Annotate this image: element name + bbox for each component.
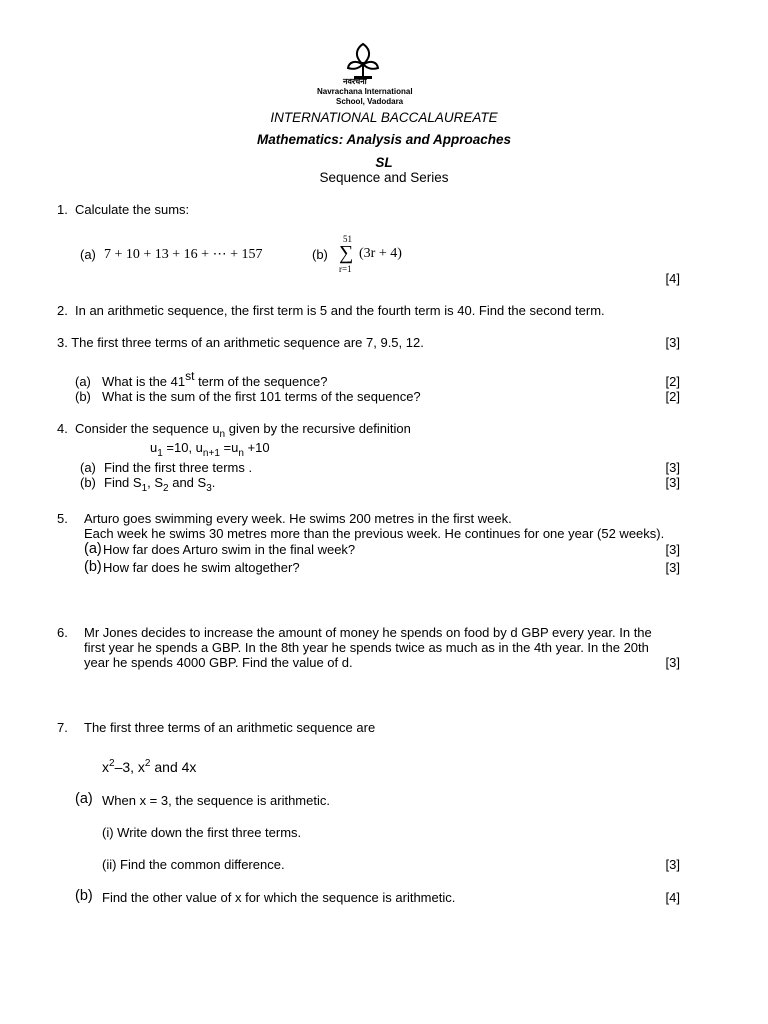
q7-a-label: (a): [75, 791, 93, 807]
q7-b-label: (b): [75, 888, 93, 904]
q4-def-mid2: =u: [219, 440, 239, 455]
q5-line2: Each week he swims 30 metres more than the previous week. He continues for one year (52 weeks).: [84, 526, 665, 541]
q7-ii-text: (ii) Find the common difference.: [102, 857, 285, 872]
q4-def-sub-n1: n+1: [202, 448, 220, 459]
q7-terms: [102, 759, 196, 775]
q4-b-label: (b): [80, 475, 96, 490]
q7-i-text: (i) Write down the first three terms.: [102, 825, 302, 840]
q4-a-text: Find the first three terms .: [104, 460, 253, 475]
q3-a-text-post: term of the sequence?: [194, 374, 328, 389]
logo-script-text: नवरचना: [343, 77, 367, 86]
q7-term1: x: [102, 759, 109, 775]
q4-b-s1: 1: [141, 483, 148, 494]
q2-text: In an arithmetic sequence, the first term is 5 and the fourth term is 40. Find the second term.: [75, 303, 605, 318]
q4-b-mid1: , S: [147, 475, 164, 490]
q1-a-label: (a): [80, 247, 96, 262]
q4-def-mid1: =10, u: [162, 440, 203, 455]
q4-text-post: given by the recursive definition: [225, 421, 411, 436]
q4-text: [75, 421, 411, 440]
q3-a-superscript: st: [185, 369, 195, 383]
school-name-line2: School, Vadodara: [336, 97, 404, 106]
q1-b-label: (b): [312, 247, 328, 262]
q4-b-text: [104, 475, 216, 494]
q4-b-s2: 2: [163, 483, 169, 494]
topic-title: Sequence and Series: [319, 170, 449, 185]
q5-b-marks: [3]: [665, 560, 680, 575]
q3-a-text: [102, 369, 328, 389]
q4-b-mid2: and S: [168, 475, 207, 490]
q6-number: 6.: [57, 625, 68, 640]
q1-b-expression: (3r + 4): [359, 246, 402, 261]
q7-ii-marks: [3]: [665, 857, 680, 872]
q4-a-marks: [3]: [665, 460, 680, 475]
q1-text: Calculate the sums:: [75, 202, 190, 217]
q2-number: 2.: [57, 303, 68, 318]
q5-a-marks: [3]: [665, 542, 680, 557]
q4-b-s3: 3: [206, 483, 212, 494]
q4-b-end: .: [211, 475, 216, 490]
q6-line3: year he spends 4000 GBP. Find the value of d.: [84, 655, 353, 670]
q4-def-end: +10: [243, 440, 270, 455]
q4-def-u: u: [150, 440, 158, 455]
q3-marks: [3]: [665, 335, 680, 350]
q1-number: 1.: [57, 202, 68, 217]
program-title: INTERNATIONAL BACCALAUREATE: [270, 110, 498, 125]
q6-line2: first year he spends a GBP. In the 8th year he spends twice as much as in the 4th year. In the 20th: [84, 640, 649, 655]
q7-number: 7.: [57, 720, 68, 735]
q4-def-sub-n: n: [238, 448, 244, 459]
q4-b-pre: Find S: [104, 475, 142, 490]
q6-line1: Mr Jones decides to increase the amount of money he spends on food by d GBP every year. In the: [84, 625, 652, 640]
school-name-line1: Navrachana International: [317, 87, 413, 96]
q7-term-mid: –3, x: [114, 759, 145, 775]
q3-b-text: What is the sum of the first 101 terms of the sequence?: [102, 389, 421, 404]
q5-number: 5.: [57, 511, 68, 526]
q4-definition: [150, 440, 270, 459]
q4-def-sub1: 1: [157, 448, 163, 459]
q7-term1-sup: 2: [109, 758, 115, 769]
q6-marks: [3]: [665, 655, 680, 670]
q4-b-marks: [3]: [665, 475, 680, 490]
q3-a-text-pre: What is the 41: [102, 374, 186, 389]
q4-number: 4.: [57, 421, 68, 436]
q3-text: 3. The first three terms of an arithmetic sequence are 7, 9.5, 12.: [57, 335, 424, 350]
q7-b-text: Find the other value of x for which the sequence is arithmetic.: [102, 890, 456, 905]
q7-a-text: When x = 3, the sequence is arithmetic.: [102, 793, 330, 808]
q3-b-label: (b): [75, 389, 91, 404]
q5-b-label: (b): [84, 559, 102, 575]
q7-term2-sup: 2: [144, 758, 151, 769]
q4-a-label: (a): [80, 460, 96, 475]
q1-marks: [4]: [665, 271, 680, 286]
q3-b-marks: [2]: [665, 389, 680, 404]
q7-b-marks: [4]: [665, 890, 680, 905]
q7-term-end: and 4x: [150, 759, 197, 775]
subject-title: Mathematics: Analysis and Approaches: [256, 132, 512, 147]
level-title: SL: [375, 155, 393, 170]
q5-b-text: How far does he swim altogether?: [103, 560, 300, 575]
q4-text-pre: Consider the sequence u: [75, 421, 220, 436]
q1-b-upper-limit: 51: [343, 234, 352, 244]
q5-a-text: How far does Arturo swim in the final week?: [103, 542, 356, 557]
q5-line1: Arturo goes swimming every week. He swims 200 metres in the first week.: [84, 511, 512, 526]
q3-a-marks: [2]: [665, 374, 680, 389]
q4-text-subscript: n: [219, 429, 226, 440]
q1-b-lower-limit: r=1: [339, 264, 352, 274]
q3-a-label: (a): [75, 374, 91, 389]
q5-a-label: (a): [84, 541, 102, 557]
q1-a-expression: 7 + 10 + 13 + 16 + ⋯ + 157: [104, 247, 263, 262]
q1-b-sigma: ∑: [339, 242, 354, 264]
q7-text: The first three terms of an arithmetic sequence are: [84, 720, 376, 735]
